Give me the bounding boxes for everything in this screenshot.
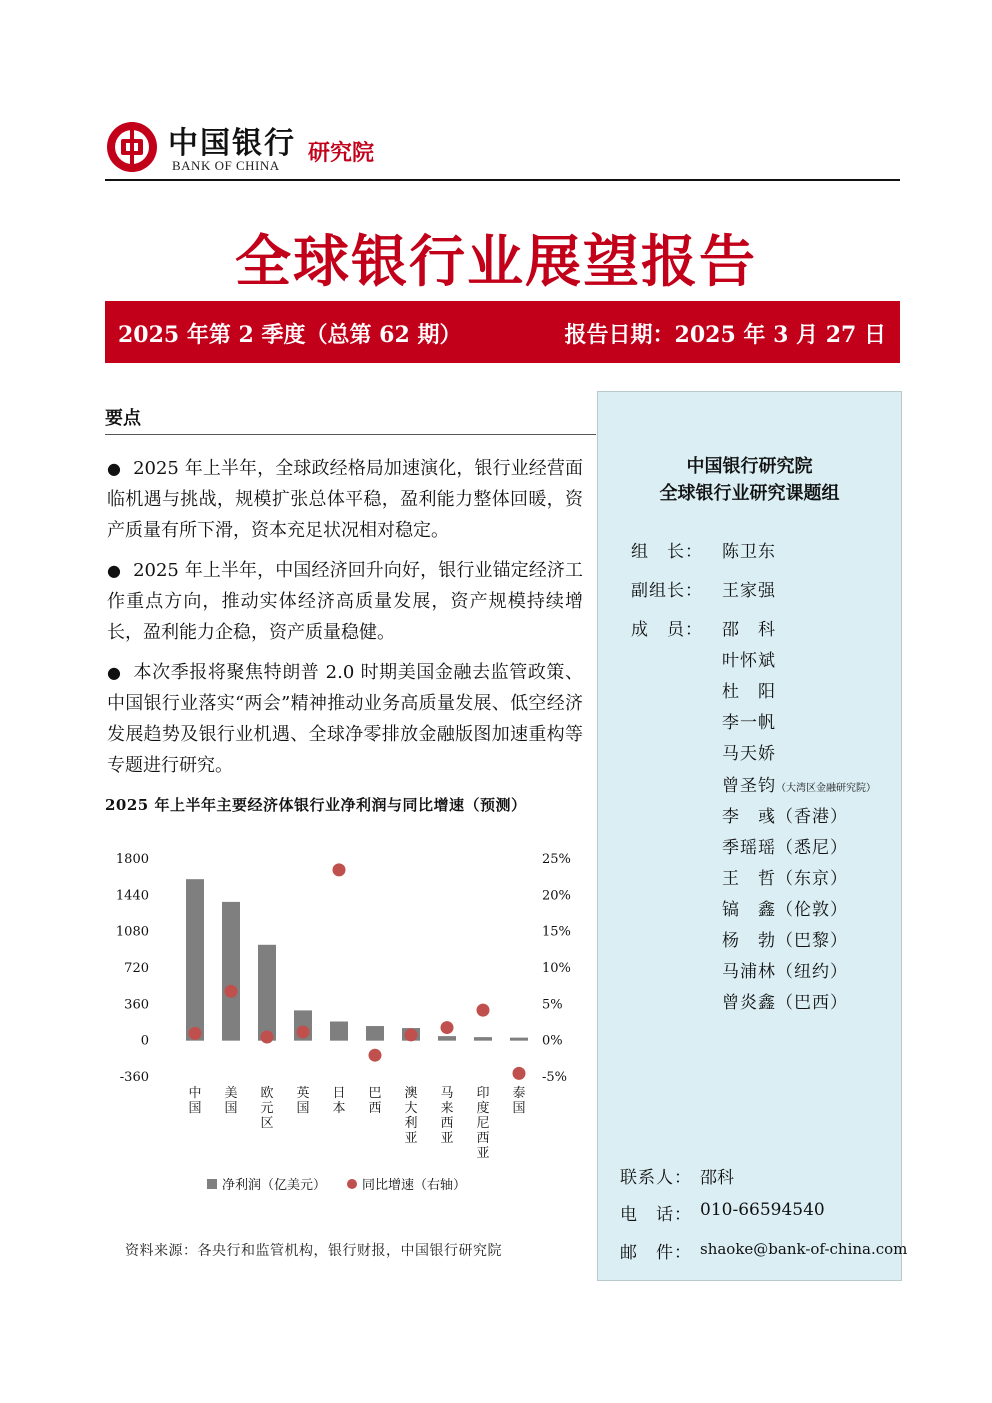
x-tick-label-char: 亚 [476, 1146, 490, 1161]
x-tick-label-char: 尼 [476, 1116, 490, 1131]
member-name: 李一帆 [722, 713, 776, 733]
member-name: 杜 阳 [722, 682, 776, 702]
key-points-divider [105, 434, 596, 435]
bullet-icon: ● [107, 561, 122, 580]
legend-label: 同比增速（右轴） [362, 1178, 467, 1193]
deputy-label: 副组长： [631, 581, 703, 601]
growth-point [405, 1028, 418, 1041]
contact-label: 联系人： [620, 1168, 692, 1188]
growth-point [477, 1004, 490, 1017]
growth-point [513, 1067, 526, 1080]
key-points-heading: 要点 [105, 408, 141, 429]
x-tick-label-char: 国 [512, 1101, 526, 1116]
x-tick-label-char: 巴 [368, 1086, 382, 1101]
source-note: 资料来源：各央行和监管机构，银行财报，中国银行研究院 [125, 1243, 502, 1259]
bar [474, 1037, 492, 1041]
x-tick-label-char: 美 [224, 1086, 238, 1101]
x-tick-label-char: 区 [260, 1116, 274, 1131]
bar [510, 1038, 528, 1041]
report-title: 全球银行业展望报告 [235, 229, 757, 295]
email-label: 邮 件： [620, 1243, 692, 1263]
header-divider [105, 179, 900, 181]
key-point-item: ● 本次季报将聚焦特朗普 2.0 时期美国金融去监管政策、中国银行业落实“两会”精神推动业务高质量发展、低空经济发展趋势及银行业机遇、全球净零排放金融版图加速重构等专题进行研究。 [107, 662, 583, 776]
panel-group-name: 全球银行业研究课题组 [659, 483, 840, 504]
member-name: 马浦林（纽约） [722, 962, 848, 982]
contact-name: 邵科 [700, 1168, 734, 1188]
x-tick-label-char: 泰 [512, 1086, 526, 1101]
x-tick-label-char: 度 [476, 1101, 490, 1116]
phone-number: 010-66594540 [700, 1200, 825, 1220]
growth-point [441, 1021, 454, 1034]
legend-bar-swatch [207, 1179, 217, 1189]
bullet-icon: ● [107, 663, 122, 682]
x-tick-label-char: 元 [260, 1101, 274, 1116]
y-right-tick-label: 0% [542, 1033, 563, 1049]
institute-label: 研究院 [308, 140, 375, 166]
growth-point [189, 1027, 202, 1040]
member-name: 杨 勃（巴黎） [722, 931, 848, 951]
growth-point [369, 1049, 382, 1062]
bar [222, 902, 240, 1041]
deputy-name: 王家强 [722, 581, 776, 601]
panel-org-name: 中国银行研究院 [686, 456, 813, 477]
member-note: （大湾区金融研究院） [776, 783, 876, 794]
bar [438, 1036, 456, 1041]
legend-label: 净利润（亿美元） [222, 1178, 327, 1193]
leader-name: 陈卫东 [722, 542, 776, 562]
logo-chinese-name: 中国银行 [168, 126, 296, 161]
x-tick-label-char: 亚 [440, 1131, 454, 1146]
growth-point [297, 1025, 310, 1038]
key-point-item: ● 2025 年上半年，全球政经格局加速演化，银行业经营面临机遇与挑战，规模扩张总体平稳，盈利能力整体回暖，资产质量有所下滑，资本充足状况相对稳定。 [107, 458, 583, 541]
y-right-tick-label: 25% [542, 852, 571, 867]
x-tick-label-char: 来 [440, 1101, 454, 1116]
member-name: 曾圣钧 [722, 776, 776, 796]
y-left-tick-label: 720 [124, 961, 149, 976]
x-tick-label-char: 中 [188, 1086, 202, 1101]
x-tick-label-char: 国 [188, 1101, 202, 1116]
email-address[interactable]: shaoke@bank-of-china.com [700, 1240, 908, 1258]
x-tick-label-char: 西 [476, 1131, 490, 1146]
report-date: 报告日期：2025 年 3 月 27 日 [564, 322, 886, 348]
y-left-tick-label: 1800 [115, 852, 149, 867]
member-name: 马天娇 [722, 744, 776, 764]
member-name: 王 哲（东京） [722, 869, 848, 889]
bar [186, 879, 204, 1040]
x-tick-label-char: 印 [476, 1086, 490, 1101]
x-tick-label-char: 西 [440, 1116, 454, 1131]
x-tick-label-char: 国 [224, 1101, 238, 1116]
y-right-tick-label: 20% [542, 888, 571, 904]
bullet-icon: ● [107, 459, 122, 478]
y-left-tick-label: 1080 [115, 924, 149, 940]
issue-number: 2025 年第 2 季度（总第 62 期） [118, 322, 462, 348]
y-right-tick-label: 5% [542, 997, 563, 1013]
growth-point [333, 863, 346, 876]
y-right-tick-label: 10% [542, 961, 571, 976]
x-tick-label-char: 亚 [404, 1131, 418, 1146]
bar [330, 1021, 348, 1040]
x-tick-label-char: 利 [404, 1116, 418, 1131]
bank-logo-icon [105, 120, 159, 174]
member-name: 邵 科 [722, 620, 776, 640]
key-point-item: ● 2025 年上半年，中国经济回升向好，银行业锚定经济工作重点方向，推动实体经济高质量发展，资产规模持续增长，盈利能力企稳，资产质量稳健。 [107, 560, 583, 643]
member-name: 李 彧（香港） [722, 807, 848, 827]
y-left-tick-label: -360 [119, 1070, 149, 1085]
member-item [722, 771, 876, 796]
member-name: 镐 鑫（伦敦） [722, 900, 848, 920]
y-left-tick-label: 0 [140, 1033, 149, 1049]
x-tick-label-char: 本 [332, 1101, 346, 1116]
y-right-tick-label: -5% [542, 1070, 568, 1085]
leader-label: 组 长： [631, 542, 703, 562]
x-tick-label-char: 澳 [404, 1086, 418, 1101]
y-left-tick-label: 360 [124, 997, 149, 1013]
chart-title: 2025 年上半年主要经济体银行业净利润与同比增速（预测） [105, 796, 527, 814]
members-label: 成 员： [631, 620, 703, 640]
growth-point [261, 1031, 274, 1044]
bar [366, 1026, 384, 1041]
member-name: 曾炎鑫（巴西） [722, 993, 848, 1013]
x-tick-label-char: 西 [368, 1101, 382, 1116]
phone-label: 电 话： [620, 1205, 692, 1225]
x-tick-label-char: 马 [440, 1086, 454, 1101]
x-tick-label-char: 日 [332, 1086, 346, 1101]
member-name: 叶怀斌 [722, 651, 776, 671]
logo-english-name: BANK OF CHINA [172, 158, 280, 173]
x-tick-label-char: 欧 [260, 1086, 274, 1101]
legend-dot-swatch [347, 1179, 357, 1189]
y-left-tick-label: 1440 [115, 888, 149, 904]
member-name: 季瑶瑶（悉尼） [722, 838, 848, 858]
x-tick-label-char: 大 [404, 1101, 418, 1116]
x-tick-label-char: 英 [296, 1086, 310, 1101]
x-tick-label-char: 国 [296, 1101, 310, 1116]
y-right-tick-label: 15% [542, 924, 571, 940]
profit-growth-chart [105, 840, 585, 1210]
bar [258, 945, 276, 1041]
growth-point [225, 985, 238, 998]
